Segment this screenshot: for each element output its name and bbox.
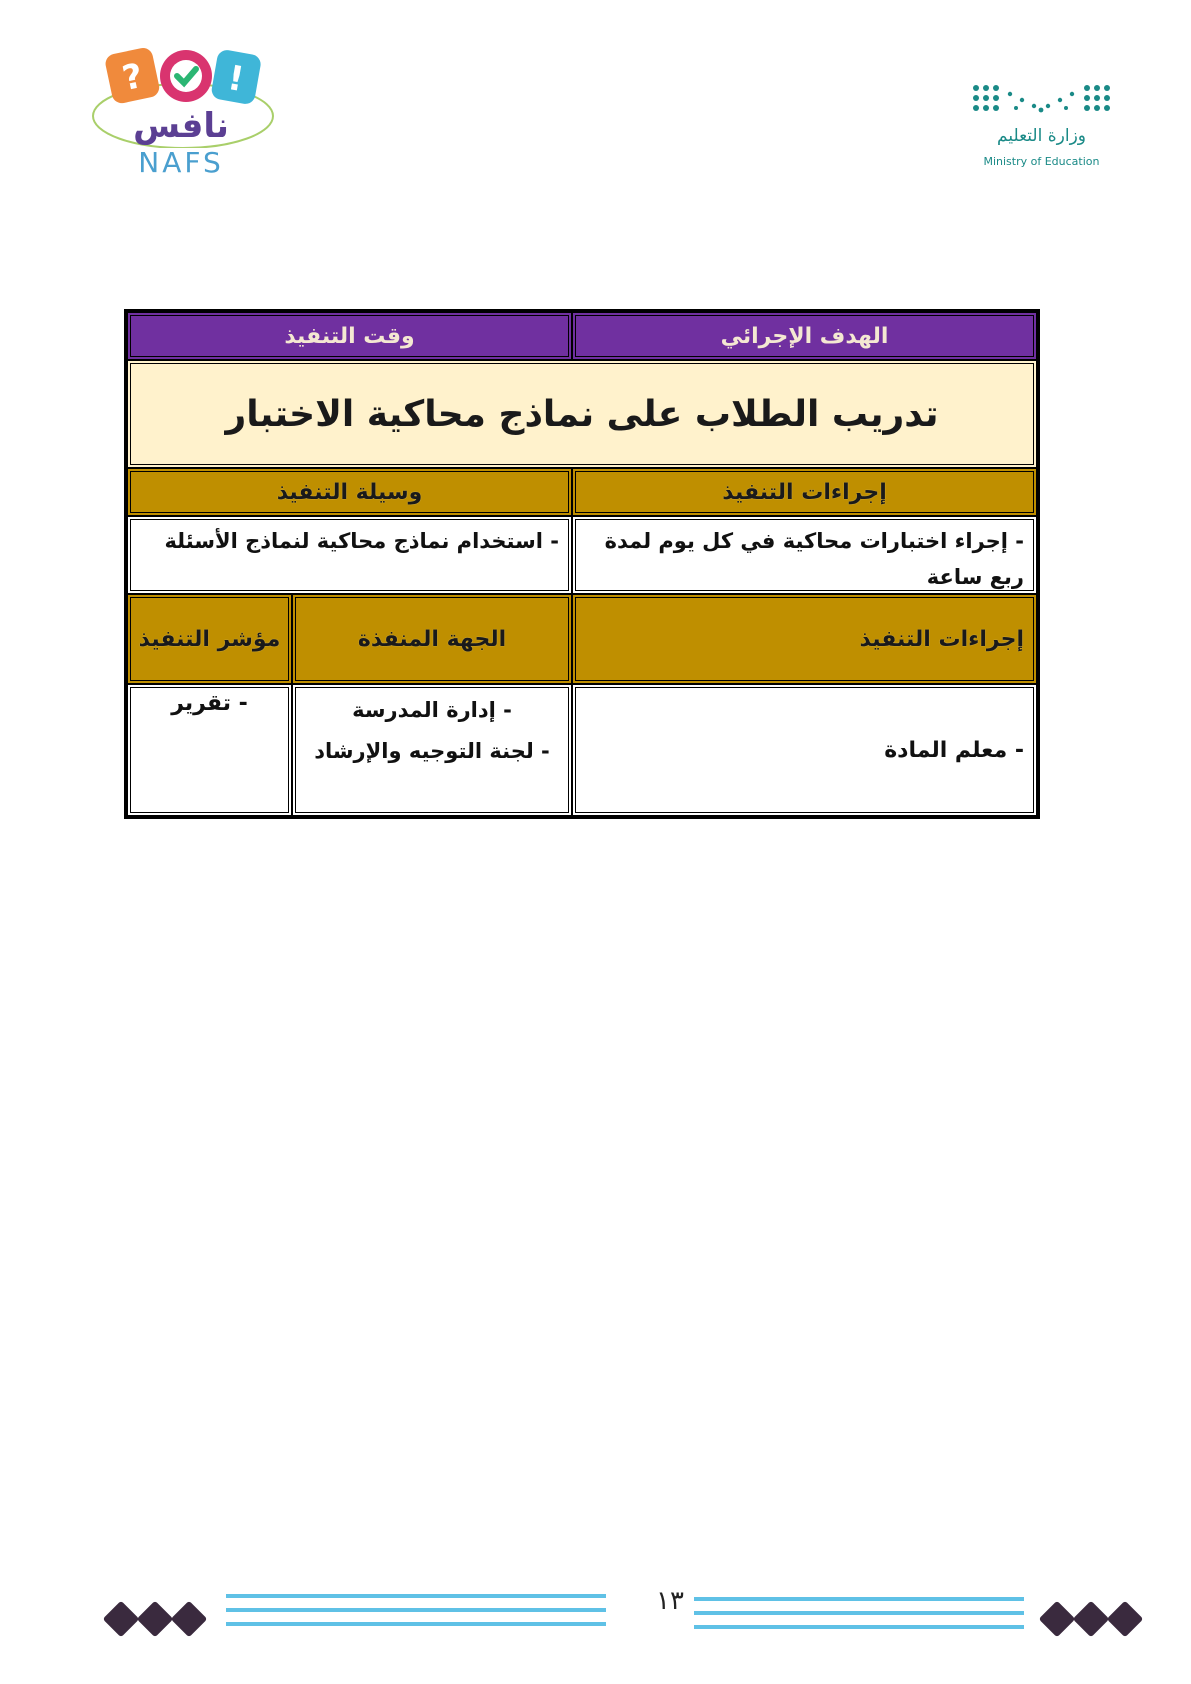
diamond-icon [1039, 1601, 1076, 1638]
header-cell-execution-time: وقت التنفيذ [127, 312, 572, 360]
means-cell: - استخدام نماذج محاكية لنماذج الأسئلة [127, 516, 572, 594]
table-row-subheader [127, 468, 1037, 516]
table-row-header [127, 312, 1037, 360]
procedures-cell: - إجراء اختبارات محاكية في كل يوم لمدة ربع ساعة [572, 516, 1037, 594]
footer-diamonds-right [1044, 1606, 1138, 1632]
ministry-dots-icon [970, 80, 1113, 124]
indicator-cell: - تقرير [127, 684, 292, 816]
subject-teacher-cell: - معلم المادة [572, 684, 1037, 816]
page-number: ١٣ [656, 1586, 684, 1616]
table-row-subheader-2 [127, 594, 1037, 684]
nafs-logo-english: NAFS [138, 146, 224, 179]
svg-text:!: ! [224, 57, 247, 101]
diamond-icon [171, 1601, 208, 1638]
executor-list-cell [292, 684, 572, 816]
diamond-icon [1073, 1601, 1110, 1638]
header-cell-procedures: إجراءات التنفيذ [572, 468, 1037, 516]
list-item: - إدارة المدرسة [352, 698, 512, 722]
header-cell-means: وسيلة التنفيذ [127, 468, 572, 516]
ministry-logo-english: Ministry of Education [983, 155, 1100, 168]
footer-diamonds-left [108, 1606, 202, 1632]
check-card-icon [160, 50, 212, 102]
goal-cell: تدريب الطلاب على نماذج محاكية الاختبار [127, 360, 1037, 468]
table-row-responsibility [127, 684, 1037, 816]
plan-table [124, 309, 1040, 819]
question-card-icon [104, 46, 161, 105]
header-cell-executor: الجهة المنفذة [292, 594, 572, 684]
diamond-icon [1107, 1601, 1144, 1638]
footer-lines-left [226, 1594, 606, 1634]
header-cell-procedures-2: إجراءات التنفيذ [572, 594, 1037, 684]
diamond-icon [137, 1601, 174, 1638]
svg-text:?: ? [118, 55, 147, 100]
nafs-logo-arabic: نافس [133, 106, 229, 146]
table-row-procedures [127, 516, 1037, 594]
nafs-logo [88, 38, 278, 188]
exclamation-card-icon [210, 49, 262, 106]
ministry-logo [970, 80, 1125, 175]
header-cell-procedural-goal: الهدف الإجرائي [572, 312, 1037, 360]
header-cell-indicator: مؤشر التنفيذ [127, 594, 292, 684]
diamond-icon [103, 1601, 140, 1638]
footer-lines-right [694, 1597, 1024, 1637]
list-item: - لجنة التوجيه والإرشاد [314, 739, 550, 763]
ministry-logo-arabic: وزارة التعليم [997, 126, 1086, 146]
table-row-goal [127, 360, 1037, 468]
